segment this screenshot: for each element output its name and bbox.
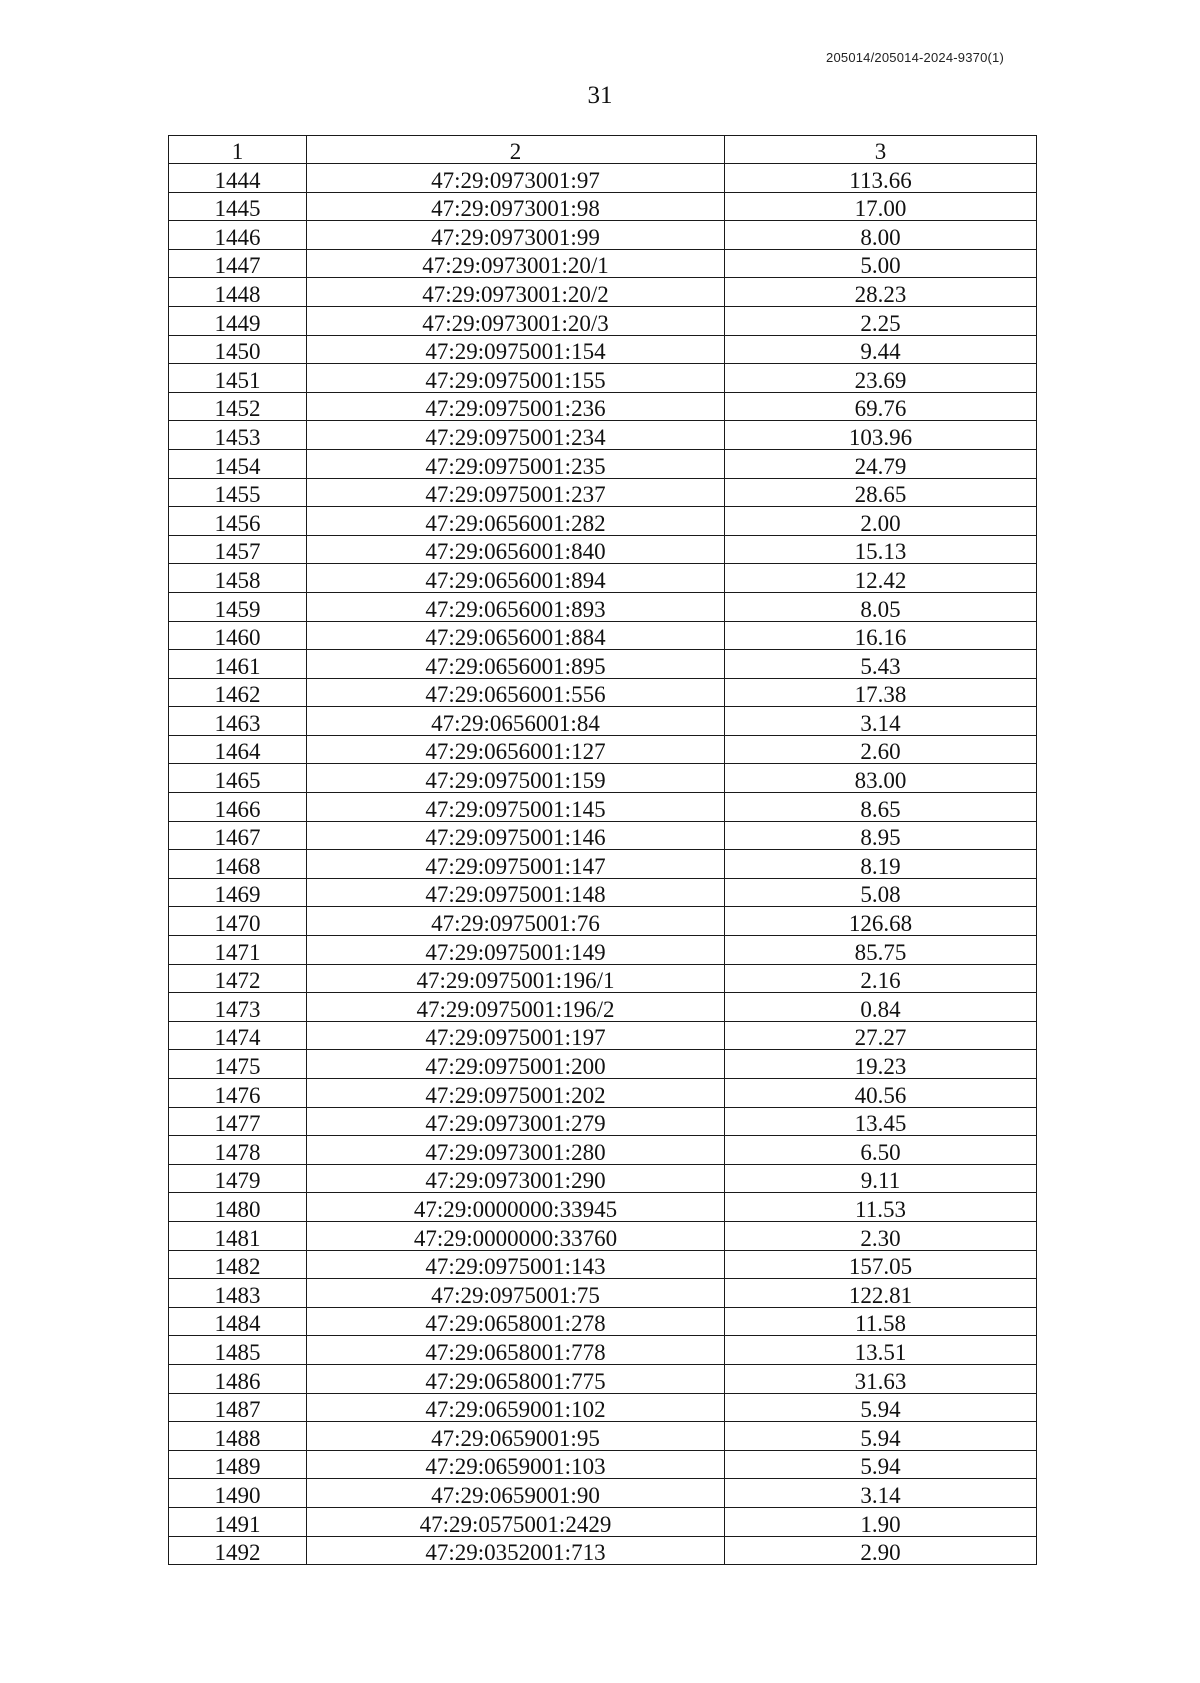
table-row — [169, 1536, 1037, 1565]
cadastral-number-cell: 47:29:0659001:95 — [307, 1422, 725, 1451]
row-number-cell: 1471 — [169, 936, 307, 965]
row-number-cell: 1445 — [169, 192, 307, 221]
table-row — [169, 735, 1037, 764]
cadastral-number-cell: 47:29:0975001:146 — [307, 821, 725, 850]
table-row — [169, 964, 1037, 993]
row-number-cell: 1491 — [169, 1507, 307, 1536]
cadastral-number-cell: 47:29:0973001:290 — [307, 1164, 725, 1193]
area-value-cell: 5.94 — [725, 1422, 1037, 1451]
row-number-cell: 1472 — [169, 964, 307, 993]
cadastral-number-cell: 47:29:0975001:149 — [307, 936, 725, 965]
area-value-cell: 83.00 — [725, 764, 1037, 793]
cadastral-number-cell: 47:29:0656001:127 — [307, 735, 725, 764]
cadastral-number-cell: 47:29:0975001:200 — [307, 1050, 725, 1079]
area-value-cell: 3.14 — [725, 1479, 1037, 1508]
cadastral-number-cell: 47:29:0975001:145 — [307, 793, 725, 822]
table-row — [169, 878, 1037, 907]
cadastral-number-cell: 47:29:0000000:33760 — [307, 1221, 725, 1250]
table-row — [169, 764, 1037, 793]
area-value-cell: 17.38 — [725, 678, 1037, 707]
cadastral-number-cell: 47:29:0973001:20/3 — [307, 306, 725, 335]
table-row — [169, 907, 1037, 936]
row-number-cell: 1447 — [169, 249, 307, 278]
cadastral-number-cell: 47:29:0975001:155 — [307, 364, 725, 393]
table-row — [169, 1393, 1037, 1422]
table-row — [169, 1050, 1037, 1079]
area-value-cell: 157.05 — [725, 1250, 1037, 1279]
table-row — [169, 1079, 1037, 1108]
row-number-cell: 1470 — [169, 907, 307, 936]
document-code: 205014/205014-2024-9370(1) — [826, 50, 1004, 65]
table-row — [169, 1136, 1037, 1165]
row-number-cell: 1456 — [169, 507, 307, 536]
area-value-cell: 6.50 — [725, 1136, 1037, 1165]
area-value-cell: 1.90 — [725, 1507, 1037, 1536]
row-number-cell: 1485 — [169, 1336, 307, 1365]
row-number-cell: 1449 — [169, 306, 307, 335]
table-row — [169, 364, 1037, 393]
area-value-cell: 113.66 — [725, 164, 1037, 193]
row-number-cell: 1453 — [169, 421, 307, 450]
table-row — [169, 1507, 1037, 1536]
row-number-cell: 1466 — [169, 793, 307, 822]
cadastral-number-cell: 47:29:0656001:84 — [307, 707, 725, 736]
table-row — [169, 449, 1037, 478]
table-row — [169, 392, 1037, 421]
area-value-cell: 2.90 — [725, 1536, 1037, 1565]
row-number-cell: 1468 — [169, 850, 307, 879]
table-row — [169, 192, 1037, 221]
area-value-cell: 40.56 — [725, 1079, 1037, 1108]
area-value-cell: 27.27 — [725, 1021, 1037, 1050]
cadastral-number-cell: 47:29:0973001:97 — [307, 164, 725, 193]
cadastral-number-cell: 47:29:0656001:884 — [307, 621, 725, 650]
row-number-cell: 1469 — [169, 878, 307, 907]
cadastral-number-cell: 47:29:0975001:235 — [307, 449, 725, 478]
table-row — [169, 1450, 1037, 1479]
area-value-cell: 15.13 — [725, 535, 1037, 564]
table-row — [169, 306, 1037, 335]
cadastral-number-cell: 47:29:0975001:154 — [307, 335, 725, 364]
area-value-cell: 13.45 — [725, 1107, 1037, 1136]
cadastral-number-cell: 47:29:0975001:76 — [307, 907, 725, 936]
area-value-cell: 5.94 — [725, 1450, 1037, 1479]
row-number-cell: 1486 — [169, 1364, 307, 1393]
row-number-cell: 1454 — [169, 449, 307, 478]
table-row — [169, 621, 1037, 650]
row-number-cell: 1459 — [169, 592, 307, 621]
area-value-cell: 5.43 — [725, 650, 1037, 679]
table-row — [169, 1021, 1037, 1050]
cadastral-number-cell: 47:29:0658001:778 — [307, 1336, 725, 1365]
area-value-cell: 126.68 — [725, 907, 1037, 936]
cadastral-number-cell: 47:29:0975001:147 — [307, 850, 725, 879]
row-number-cell: 1489 — [169, 1450, 307, 1479]
table-row — [169, 936, 1037, 965]
table-row — [169, 678, 1037, 707]
table-row — [169, 221, 1037, 250]
row-number-cell: 1480 — [169, 1193, 307, 1222]
row-number-cell: 1448 — [169, 278, 307, 307]
row-number-cell: 1444 — [169, 164, 307, 193]
row-number-cell: 1465 — [169, 764, 307, 793]
cadastral-number-cell: 47:29:0973001:20/1 — [307, 249, 725, 278]
cadastral-number-cell: 47:29:0659001:102 — [307, 1393, 725, 1422]
area-value-cell: 11.53 — [725, 1193, 1037, 1222]
row-number-cell: 1460 — [169, 621, 307, 650]
area-value-cell: 24.79 — [725, 449, 1037, 478]
cadastral-number-cell: 47:29:0000000:33945 — [307, 1193, 725, 1222]
cadastral-number-cell: 47:29:0975001:143 — [307, 1250, 725, 1279]
table-row — [169, 164, 1037, 193]
table-row — [169, 1307, 1037, 1336]
area-value-cell: 8.05 — [725, 592, 1037, 621]
table-row — [169, 793, 1037, 822]
row-number-cell: 1488 — [169, 1422, 307, 1451]
cadastral-number-cell: 47:29:0656001:556 — [307, 678, 725, 707]
table-row — [169, 1164, 1037, 1193]
area-value-cell: 28.65 — [725, 478, 1037, 507]
area-value-cell: 9.11 — [725, 1164, 1037, 1193]
row-number-cell: 1467 — [169, 821, 307, 850]
area-value-cell: 2.25 — [725, 306, 1037, 335]
area-value-cell: 5.00 — [725, 249, 1037, 278]
cadastral-number-cell: 47:29:0658001:775 — [307, 1364, 725, 1393]
row-number-cell: 1452 — [169, 392, 307, 421]
table-row — [169, 1221, 1037, 1250]
table-row — [169, 335, 1037, 364]
area-value-cell: 9.44 — [725, 335, 1037, 364]
table-row — [169, 1479, 1037, 1508]
area-value-cell: 5.94 — [725, 1393, 1037, 1422]
table-row — [169, 707, 1037, 736]
row-number-cell: 1450 — [169, 335, 307, 364]
table-row — [169, 821, 1037, 850]
cadastral-number-cell: 47:29:0973001:98 — [307, 192, 725, 221]
area-value-cell: 2.16 — [725, 964, 1037, 993]
column-header-2: 2 — [307, 136, 725, 164]
table-row — [169, 278, 1037, 307]
cadastral-number-cell: 47:29:0975001:237 — [307, 478, 725, 507]
table-row — [169, 249, 1037, 278]
cadastral-number-cell: 47:29:0975001:159 — [307, 764, 725, 793]
cadastral-number-cell: 47:29:0656001:895 — [307, 650, 725, 679]
cadastral-number-cell: 47:29:0975001:236 — [307, 392, 725, 421]
row-number-cell: 1490 — [169, 1479, 307, 1508]
cadastral-number-cell: 47:29:0973001:280 — [307, 1136, 725, 1165]
row-number-cell: 1457 — [169, 535, 307, 564]
row-number-cell: 1479 — [169, 1164, 307, 1193]
cadastral-number-cell: 47:29:0656001:894 — [307, 564, 725, 593]
cadastral-number-cell: 47:29:0975001:234 — [307, 421, 725, 450]
area-value-cell: 103.96 — [725, 421, 1037, 450]
cadastral-number-cell: 47:29:0975001:196/1 — [307, 964, 725, 993]
area-value-cell: 16.16 — [725, 621, 1037, 650]
table-row — [169, 993, 1037, 1022]
table-row — [169, 535, 1037, 564]
cadastral-number-cell: 47:29:0973001:20/2 — [307, 278, 725, 307]
table-row — [169, 1279, 1037, 1308]
area-value-cell: 8.95 — [725, 821, 1037, 850]
area-value-cell: 8.65 — [725, 793, 1037, 822]
table-row — [169, 1193, 1037, 1222]
area-value-cell: 23.69 — [725, 364, 1037, 393]
cadastral-number-cell: 47:29:0658001:278 — [307, 1307, 725, 1336]
table-row — [169, 1336, 1037, 1365]
cadastral-number-cell: 47:29:0575001:2429 — [307, 1507, 725, 1536]
table-row — [169, 1364, 1037, 1393]
area-value-cell: 3.14 — [725, 707, 1037, 736]
cadastral-number-cell: 47:29:0656001:893 — [307, 592, 725, 621]
table-body — [169, 164, 1037, 1565]
cadastral-number-cell: 47:29:0659001:90 — [307, 1479, 725, 1508]
table-row — [169, 850, 1037, 879]
row-number-cell: 1462 — [169, 678, 307, 707]
area-value-cell: 69.76 — [725, 392, 1037, 421]
cadastral-number-cell: 47:29:0975001:75 — [307, 1279, 725, 1308]
row-number-cell: 1478 — [169, 1136, 307, 1165]
table-row — [169, 592, 1037, 621]
row-number-cell: 1455 — [169, 478, 307, 507]
cadastral-number-cell: 47:29:0975001:202 — [307, 1079, 725, 1108]
row-number-cell: 1487 — [169, 1393, 307, 1422]
area-value-cell: 12.42 — [725, 564, 1037, 593]
row-number-cell: 1492 — [169, 1536, 307, 1565]
area-value-cell: 28.23 — [725, 278, 1037, 307]
cadastral-number-cell: 47:29:0656001:840 — [307, 535, 725, 564]
table-row — [169, 507, 1037, 536]
row-number-cell: 1474 — [169, 1021, 307, 1050]
cadastral-number-cell: 47:29:0656001:282 — [307, 507, 725, 536]
cadastral-number-cell: 47:29:0973001:279 — [307, 1107, 725, 1136]
area-value-cell: 13.51 — [725, 1336, 1037, 1365]
area-value-cell: 5.08 — [725, 878, 1037, 907]
area-value-cell: 0.84 — [725, 993, 1037, 1022]
area-value-cell: 19.23 — [725, 1050, 1037, 1079]
page-number: 31 — [587, 82, 613, 109]
row-number-cell: 1483 — [169, 1279, 307, 1308]
area-value-cell: 17.00 — [725, 192, 1037, 221]
area-value-cell: 2.30 — [725, 1221, 1037, 1250]
area-value-cell: 11.58 — [725, 1307, 1037, 1336]
cadastral-number-cell: 47:29:0975001:148 — [307, 878, 725, 907]
row-number-cell: 1458 — [169, 564, 307, 593]
cadastral-number-cell: 47:29:0659001:103 — [307, 1450, 725, 1479]
row-number-cell: 1477 — [169, 1107, 307, 1136]
area-value-cell: 8.00 — [725, 221, 1037, 250]
cadastral-number-cell: 47:29:0975001:197 — [307, 1021, 725, 1050]
row-number-cell: 1484 — [169, 1307, 307, 1336]
row-number-cell: 1476 — [169, 1079, 307, 1108]
data-table — [168, 135, 1037, 1565]
row-number-cell: 1446 — [169, 221, 307, 250]
area-value-cell: 122.81 — [725, 1279, 1037, 1308]
column-header-1: 1 — [169, 136, 307, 164]
row-number-cell: 1461 — [169, 650, 307, 679]
table-row — [169, 564, 1037, 593]
table-row — [169, 1250, 1037, 1279]
row-number-cell: 1463 — [169, 707, 307, 736]
area-value-cell: 2.00 — [725, 507, 1037, 536]
row-number-cell: 1464 — [169, 735, 307, 764]
row-number-cell: 1475 — [169, 1050, 307, 1079]
table-row — [169, 1107, 1037, 1136]
table-row — [169, 478, 1037, 507]
area-value-cell: 2.60 — [725, 735, 1037, 764]
area-value-cell: 85.75 — [725, 936, 1037, 965]
cadastral-number-cell: 47:29:0352001:713 — [307, 1536, 725, 1565]
cadastral-number-cell: 47:29:0973001:99 — [307, 221, 725, 250]
cadastral-number-cell: 47:29:0975001:196/2 — [307, 993, 725, 1022]
column-header-3: 3 — [725, 136, 1037, 164]
table-header-row — [169, 136, 1037, 164]
area-value-cell: 31.63 — [725, 1364, 1037, 1393]
row-number-cell: 1482 — [169, 1250, 307, 1279]
table-row — [169, 1422, 1037, 1451]
row-number-cell: 1481 — [169, 1221, 307, 1250]
table-row — [169, 650, 1037, 679]
area-value-cell: 8.19 — [725, 850, 1037, 879]
row-number-cell: 1451 — [169, 364, 307, 393]
table-row — [169, 421, 1037, 450]
row-number-cell: 1473 — [169, 993, 307, 1022]
